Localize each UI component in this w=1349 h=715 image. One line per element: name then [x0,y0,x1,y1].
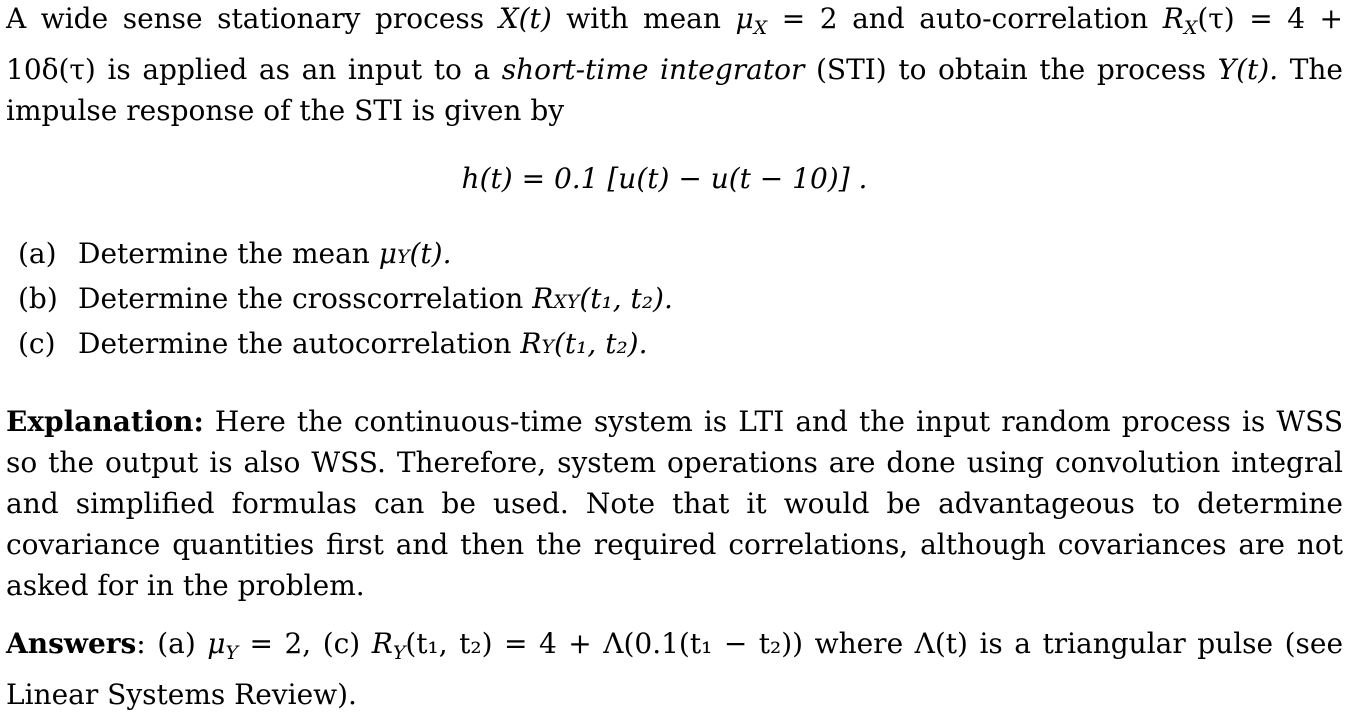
explanation-body: Here the continuous-time system is LTI and the input random process is WSS so the output is also WSS. Therefore, system operations are done using convolution integral and simplified formulas can be used. Note that it would be advantageous to determine covariance quantities first and then the required correlations, although covariances are not asked for in the problem. [6,405,1344,602]
part-label: (c) [18,327,56,360]
question-part-b [18,278,673,323]
answers-colon: : [136,627,146,660]
mu-x-value: = 2 [767,2,838,35]
applied-input-text: is applied as an input to a [107,53,491,86]
part-symbol: R [532,282,554,315]
answer-a-value: = 2, [238,627,312,660]
part-subscript: Y [541,336,554,358]
answers-heading: Answers [6,627,137,660]
rx-symbol: R [1162,2,1184,35]
y-process-symbol: Y(t). [1217,53,1279,86]
answer-a-symbol: μ [207,627,226,660]
answer-c-subscript: Y [392,642,406,664]
part-symbol: μ [378,237,397,270]
answers-paragraph [6,623,1343,715]
question-parts-list [18,233,673,368]
answer-c-value: (t₁, t₂) = 4 + Λ(0.1(t₁ − t₂)) [405,627,804,660]
impulse-text: The impulse [6,53,1343,127]
part-text: Determine the autocorrelation [78,327,512,360]
explanation-heading: Explanation: [6,405,204,438]
answer-c-symbol: R [371,627,393,660]
part-argument: (t₁, t₂). [579,282,673,315]
problem-intro-text: A wide sense stationary process [6,2,485,35]
auto-correlation-text: and auto-correlation [852,2,1149,35]
part-label: (a) [18,237,57,270]
response-text: response of the STI is given by [126,94,565,127]
part-symbol: R [520,327,542,360]
x-process-symbol: X(t) [498,2,552,35]
impulse-response-equation [0,158,1349,199]
problem-statement [6,0,1343,131]
question-part-c [18,323,673,368]
question-part-a [18,233,673,278]
sti-term: short-time integrator [501,53,805,86]
obtain-process-text: (STI) to obtain the process [815,53,1206,86]
rx-subscript: X [1183,17,1198,39]
part-subscript: Y [396,246,410,268]
part-text: Determine the mean [78,237,370,270]
part-label: (b) [18,282,58,315]
answer-a-label: (a) [157,627,196,660]
with-mean-text: with mean [566,2,721,35]
mu-x-subscript: X [753,17,768,39]
answers-tail-text: where Λ(t) is a triangular pulse (see Linear Systems Review). [6,627,1344,711]
equation-text: h(t) = 0.1 [u(t) − u(t − 10)] . [461,162,868,195]
rx-expression: (τ) = 4 + 10δ(τ) [6,2,1344,86]
answer-a-subscript: Y [225,642,239,664]
part-argument: (t). [409,237,452,270]
part-argument: (t₁, t₂). [554,327,648,360]
part-text: Determine the crosscorrelation [78,282,524,315]
answer-c-label: (c) [322,627,361,660]
part-subscript: XY [553,291,580,313]
explanation-paragraph [6,401,1343,606]
mu-x-symbol: μ [735,2,754,35]
